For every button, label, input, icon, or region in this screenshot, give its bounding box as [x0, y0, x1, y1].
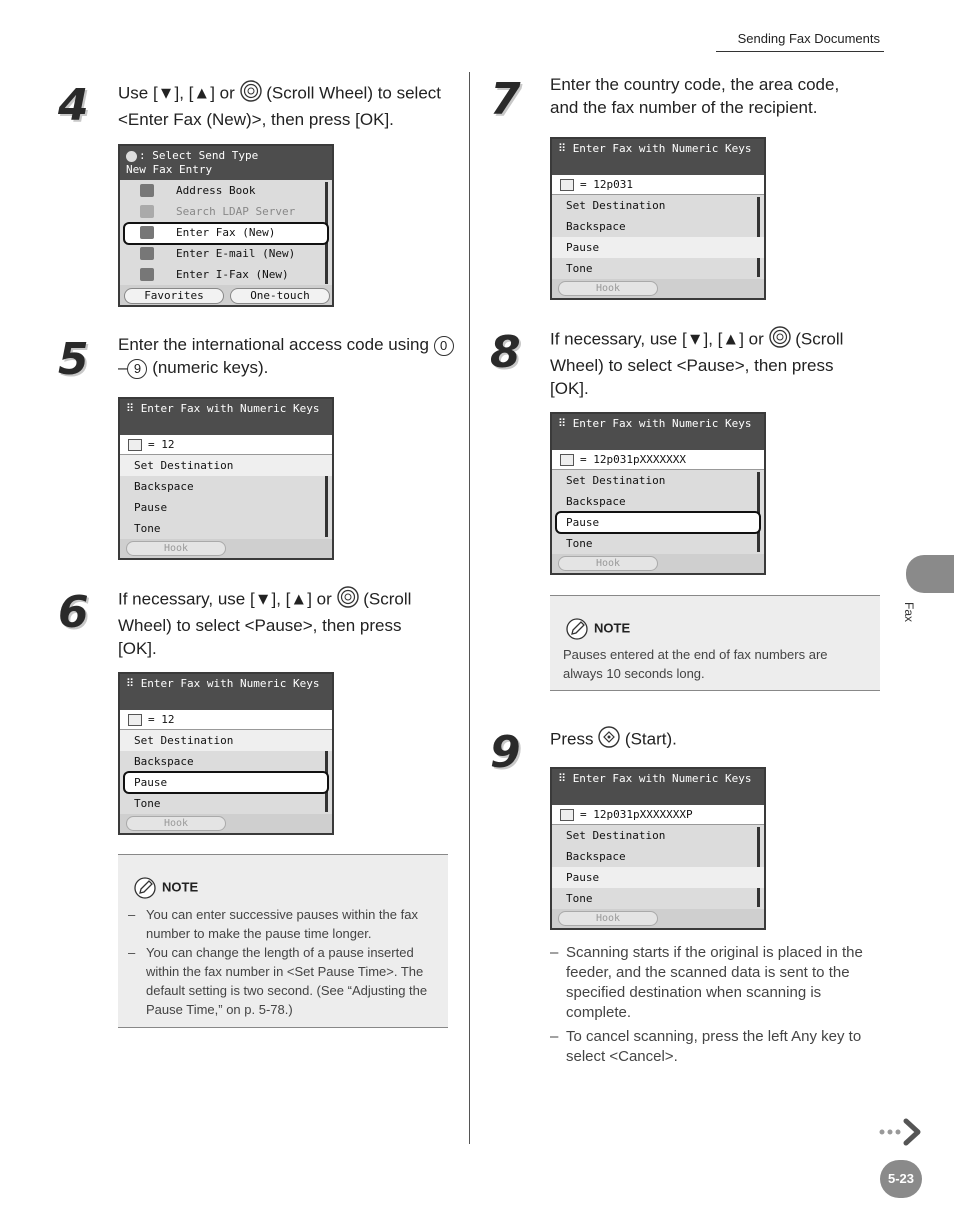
- panel-title-text: Enter Fax with Numeric Keys: [572, 417, 752, 430]
- note-heading-text: NOTE: [162, 879, 199, 895]
- pencil-note-icon: [134, 877, 156, 899]
- column-divider: [469, 72, 470, 1144]
- menu-item-pause[interactable]: Pause: [566, 516, 600, 529]
- panel-title-line2: New Fax Entry: [126, 163, 213, 176]
- hook-button[interactable]: Hook: [126, 541, 226, 556]
- hook-bar: [120, 539, 332, 559]
- bullet-item: – To cancel scanning, press the left Any key to select <Cancel>.: [550, 1027, 872, 1067]
- menu-item-enter-fax-new[interactable]: [120, 222, 332, 243]
- menu-item-pause[interactable]: Pause: [552, 237, 764, 258]
- step-number-4: 4: [58, 80, 89, 131]
- lcd-panel-step-8: [550, 412, 766, 575]
- fax-machine-icon: [560, 179, 574, 191]
- step-8-text-a: If necessary, use [▼], [▲] or: [550, 329, 769, 349]
- panel-title: [120, 146, 332, 180]
- menu-item-tone[interactable]: Tone: [566, 537, 593, 550]
- menu-item-pause[interactable]: Pause: [134, 776, 168, 789]
- menu-item-set-destination[interactable]: Set Destination: [120, 730, 332, 751]
- note-box-left: [118, 854, 448, 1028]
- chapter-label: Fax: [902, 602, 916, 623]
- step-5-text-a: Enter the international access code using: [118, 335, 434, 354]
- fax-number-value: = 12p031pXXXXXXX: [580, 453, 686, 466]
- bullet-item: – Scanning starts if the original is placed in the feeder, and the scanned data is sent to the specified destination when scanning is complete.: [550, 943, 872, 1023]
- numeric-keys-icon: ⠿: [558, 142, 567, 155]
- menu-item-pause[interactable]: Pause: [552, 867, 764, 888]
- note-heading-text: NOTE: [594, 620, 631, 636]
- numeric-keys-icon: ⠿: [126, 402, 135, 415]
- favorites-button[interactable]: Favorites: [124, 288, 224, 304]
- step-6-text-b: (Scroll Wheel) to select <Pause>, then press [OK].: [118, 589, 412, 658]
- step-7-instruction: Enter the country code, the area code, and the fax number of the recipient.: [550, 75, 840, 117]
- pencil-note-icon: [566, 618, 588, 640]
- step-4-text-a: Use [▼], [▲] or: [118, 83, 240, 103]
- scroll-wheel-icon: [240, 80, 262, 108]
- menu-item-label: Enter E-mail (New): [176, 247, 296, 260]
- numeric-key-9: 9: [127, 359, 147, 379]
- chapter-tab: [906, 555, 954, 593]
- step-6-text-a: If necessary, use [▼], [▲] or: [118, 589, 337, 609]
- step-9-text-b: (Start).: [620, 729, 677, 749]
- scroll-wheel-icon: [769, 326, 791, 354]
- step-number-5: 5: [58, 334, 89, 385]
- lcd-panel-step-7: [550, 137, 766, 300]
- menu-item-backspace[interactable]: Backspace: [566, 220, 626, 233]
- panel-title: [552, 769, 764, 805]
- hook-button[interactable]: Hook: [558, 281, 658, 296]
- step-4-instruction: [118, 80, 458, 131]
- menu-item-backspace[interactable]: Backspace: [134, 755, 194, 768]
- menu-item-search-ldap[interactable]: [120, 201, 332, 222]
- step-4-text-b: (Scroll Wheel) to select <Enter Fax (New)>, then press [OK].: [118, 83, 442, 129]
- fax-number-display: [552, 175, 764, 195]
- address-book-icon: [140, 184, 154, 197]
- menu-item-tone[interactable]: Tone: [566, 892, 593, 905]
- step-8-instruction: [550, 326, 870, 400]
- menu-item-label: Enter I-Fax (New): [176, 268, 289, 281]
- numeric-keys-icon: ⠿: [126, 677, 135, 690]
- hook-bar: [552, 909, 764, 929]
- ldap-server-icon: [140, 205, 154, 218]
- fax-machine-icon: [128, 714, 142, 726]
- panel-title-text: Enter Fax with Numeric Keys: [572, 142, 752, 155]
- send-type-icon: [126, 151, 137, 162]
- fax-number-display: [120, 710, 332, 730]
- step-number-6: 6: [58, 587, 89, 638]
- numeric-keys-icon: ⠿: [558, 417, 567, 430]
- panel-title: [552, 139, 764, 175]
- hook-button[interactable]: Hook: [558, 556, 658, 571]
- email-icon: [140, 247, 154, 260]
- panel-title-text: Enter Fax with Numeric Keys: [140, 402, 320, 415]
- note-item: – You can enter successive pauses within the fax number to make the pause time longer.: [128, 905, 438, 943]
- note-heading: [566, 618, 630, 640]
- lcd-panel-step-9: [550, 767, 766, 930]
- lcd-panel-step-6: [118, 672, 334, 835]
- menu-item-enter-ifax-new[interactable]: [120, 264, 332, 285]
- fax-number-value: = 12: [148, 438, 175, 451]
- menu-item-backspace[interactable]: Backspace: [566, 495, 626, 508]
- page-number: 5-23: [880, 1160, 922, 1198]
- fax-number-value: = 12p031pXXXXXXXP: [580, 808, 693, 821]
- step-number-9: 9: [490, 727, 521, 778]
- hook-bar: [552, 554, 764, 574]
- menu-item-set-destination[interactable]: Set Destination: [120, 455, 332, 476]
- fax-number-display: [120, 435, 332, 455]
- menu-item-label: Address Book: [176, 184, 256, 197]
- fax-machine-icon: [128, 439, 142, 451]
- fax-number-display: [552, 450, 764, 470]
- step-9-text-a: Press: [550, 729, 599, 749]
- key-range-dash: –: [118, 358, 128, 377]
- menu-item-backspace[interactable]: Backspace: [134, 480, 194, 493]
- fax-number-value: = 12: [148, 713, 175, 726]
- menu-item-tone[interactable]: Tone: [134, 797, 161, 810]
- panel-title: [120, 674, 332, 710]
- menu-item-backspace[interactable]: Backspace: [566, 850, 626, 863]
- menu-item-tone[interactable]: Tone: [134, 522, 161, 535]
- numeric-key-0: 0: [434, 336, 454, 356]
- lcd-panel-step-5: [118, 397, 334, 560]
- menu-item-label: Enter Fax (New): [176, 226, 276, 239]
- panel-title-text: Enter Fax with Numeric Keys: [572, 772, 752, 785]
- start-key-icon: [598, 726, 620, 754]
- fax-machine-icon: [560, 809, 574, 821]
- menu-item-pause[interactable]: Pause: [134, 501, 168, 514]
- menu-item-address-book[interactable]: [120, 180, 332, 201]
- hook-button[interactable]: Hook: [558, 911, 658, 926]
- menu-item-enter-email-new[interactable]: [120, 243, 332, 264]
- step-6-instruction: [118, 586, 438, 660]
- continue-arrow-icon: [878, 1118, 924, 1146]
- menu-item-set-destination[interactable]: Set Destination: [566, 199, 666, 212]
- panel-bottom-buttons: [120, 285, 332, 307]
- step-5-text-b: (numeric keys).: [147, 358, 269, 377]
- menu-item-set-destination[interactable]: Set Destination: [566, 829, 666, 842]
- one-touch-button[interactable]: One-touch: [230, 288, 330, 304]
- note-box-right: [550, 595, 880, 691]
- panel-title: [552, 414, 764, 450]
- note-heading: [134, 877, 198, 899]
- step-8-text-b: (Scroll Wheel) to select <Pause>, then press [OK].: [550, 329, 844, 398]
- hook-bar: [120, 814, 332, 834]
- step-5-instruction: [118, 333, 458, 379]
- step-9-instruction: [550, 726, 870, 754]
- lcd-panel-step-4: [118, 144, 334, 307]
- step-number-7: 7: [490, 74, 521, 125]
- ifax-icon: [140, 268, 154, 281]
- step-number-8: 8: [490, 327, 521, 378]
- scroll-wheel-icon: [337, 586, 359, 614]
- fax-machine-icon: [560, 454, 574, 466]
- step-9-bullets: [550, 943, 872, 1067]
- running-header: Sending Fax Documents: [716, 30, 884, 52]
- hook-bar: [552, 279, 764, 299]
- note-item: – You can change the length of a pause inserted within the fax number in <Set Pause Time>. The default setting is two second. (See “Adjusting the Pause Time,” on p. 5-78.): [128, 943, 438, 1019]
- panel-title-text: Enter Fax with Numeric Keys: [140, 677, 320, 690]
- hook-button[interactable]: Hook: [126, 816, 226, 831]
- panel-title-line1: : Select Send Type: [139, 149, 259, 162]
- fax-number-value: = 12p031: [580, 178, 633, 191]
- fax-number-display: [552, 805, 764, 825]
- menu-item-set-destination[interactable]: Set Destination: [566, 474, 666, 487]
- note-text-right: Pauses entered at the end of fax numbers are always 10 seconds long.: [563, 647, 828, 681]
- menu-item-tone[interactable]: Tone: [566, 262, 593, 275]
- note-list-left: [128, 905, 438, 1019]
- fax-icon: [140, 226, 154, 239]
- numeric-keys-icon: ⠿: [558, 772, 567, 785]
- panel-title: [120, 399, 332, 435]
- menu-item-label: Search LDAP Server: [176, 205, 296, 218]
